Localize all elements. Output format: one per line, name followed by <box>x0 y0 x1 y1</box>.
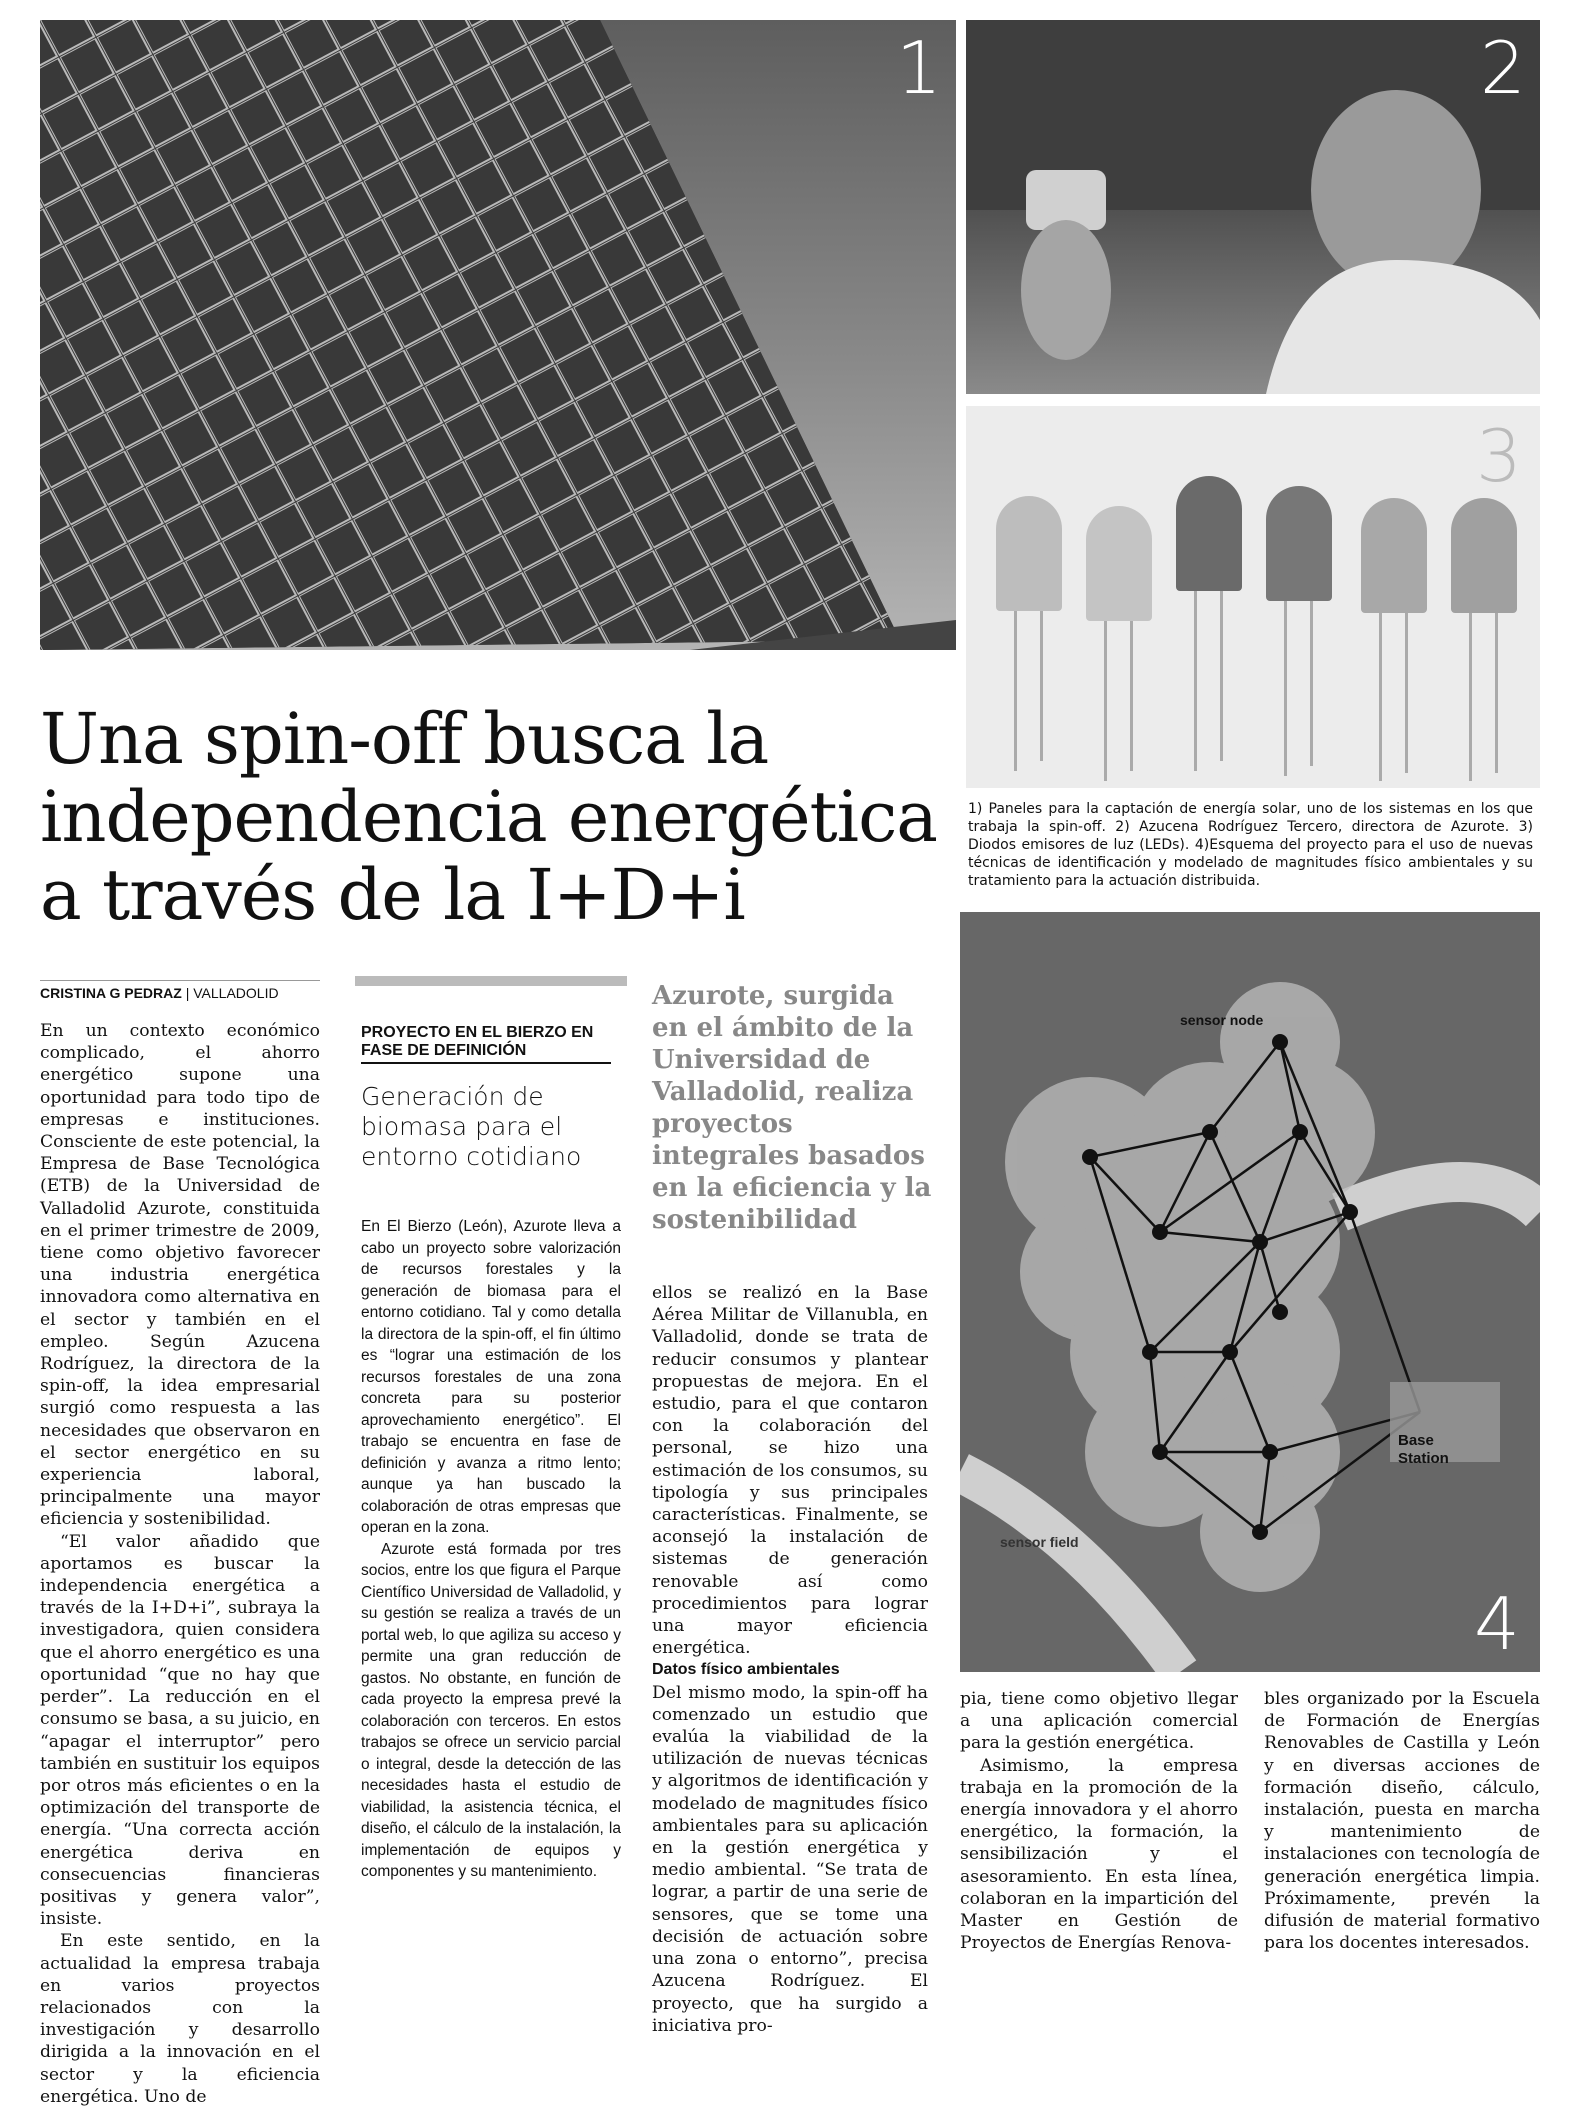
leds-photo <box>966 406 1540 788</box>
col3-paragraph-2: Del mismo modo, la spin-off ha comenzado un estudio que evalúa la viabilidad de la utilización de nuevas técnicas y algoritmos de identificación y modelado de magnitudes físico ambientales para su aplicación en la gestión energética y medio ambiental. “Se trata de lograr, a partir de una serie de sensores, que se tome una decisión de actuación sobre una zona o entorno”, precisa Azucena Rodríguez. El proyecto, que ha surgido a iniciativa pro- <box>652 1682 928 2036</box>
col4-paragraph-2: Asimismo, la empresa trabaja en la promoción de la energía innovadora y el ahorro energético, la formación, la sensibilización y el asesoramiento. En esta línea, colaboran en la impartición del Master en Gestión de Proyectos de Energías Renova- <box>960 1755 1238 1954</box>
byline-author: CRISTINA G PEDRAZ <box>40 985 182 1001</box>
solar-panels-photo <box>40 20 956 650</box>
photo-2-number: 2 <box>1480 26 1526 110</box>
box-top-bar <box>355 976 627 986</box>
box-paragraph-1: En El Bierzo (León), Azurote lleva a cabo un proyecto sobre valorización de recursos forestales y la generación de biomasa para el entorno cotidiano. Tal y como detalla la directora de la spin-off, el fin último es “lograr una estimación de los recursos forestales de una zona concreta para su posterior aprovechamiento energético”. El trabajo se encuentra en fase de definición y avanza a ritmo lento; aunque ya han buscado la colaboración de otras empresas que operan en la zona. <box>361 1218 621 1536</box>
column-4 <box>960 1688 1238 1954</box>
col4-paragraph-1: pia, tiene como objetivo llegar a una aplicación comercial para la gestión energética. <box>960 1689 1238 1754</box>
photo-3-number: 3 <box>1476 414 1522 498</box>
column-1 <box>40 1020 320 2108</box>
led-3 <box>1176 476 1242 788</box>
photo-caption: 1) Paneles para la captación de energía solar, uno de los sistemas en los que trabaja la spin-off. 2) Azucena Rodríguez Tercero, directora de Azurote. 3) Diodos emisores de luz (LEDs). 4)Esquema del proyecto para el uso de nuevas técnicas de identificación y modelado de magnitudes físico ambientales y su tratamiento para la actuación distribuida. <box>968 801 1533 889</box>
director-portrait-photo <box>966 20 1540 394</box>
column-5 <box>1264 1688 1540 1954</box>
col5-paragraph-1: bles organizado por la Escuela de Formación de Energías Renovables de Castilla y León y en diversas acciones de formación diseño, cálculo, instalación, puesta en marcha y mantenimiento de instalaciones con tecnología de generación energética limpia. Próximamente, prevén la difusión de material formativo para los docentes interesados. <box>1264 1689 1540 1954</box>
pull-quote: Azurote, surgida en el ámbito de la Universidad de Valladolid, realiza proyectos integrales basados en la eficiencia y la sostenibilidad <box>652 981 932 1235</box>
box-title: Generación de biomasa para el entorno cotidiano <box>361 1082 582 1171</box>
byline-location: VALLADOLID <box>193 985 279 1001</box>
sensor-network-photo <box>960 912 1540 1672</box>
base-station-label: Base Station <box>1398 1432 1449 1467</box>
photo-4-number: 4 <box>1474 1582 1520 1666</box>
col1-paragraph-3: En este sentido, en la actualidad la empresa trabaja en varios proyectos relacionados con la investigación y desarrollo dirigida a la innovación en el sector y la eficiencia energética. Uno de <box>40 1931 320 2107</box>
byline: CRISTINA G PEDRAZ | VALLADOLID <box>40 980 320 1001</box>
sensor-node-label: sensor node <box>1180 1012 1264 1028</box>
portrait-illustration <box>966 20 1540 394</box>
led-5 <box>1361 498 1427 788</box>
box-paragraph-2: Azurote está formada por tres socios, entre los que figura el Parque Científico Universidad de Valladolid, y su gestión se realiza a través de un portal web, lo que agiliza su acceso y permite una gran reducción de gastos. No obstante, en función de cada proyecto la empresa prevé la colaboración con terceros. En estos trabajos se ofrece un servicio parcial o integral, desde la detección de las necesidades hasta el estudio de viabilidad, la asistencia técnica, el diseño, el cálculo de la instalación, la implementación de equipos y componentes y su mantenimiento. <box>361 1540 621 1880</box>
photo-1-number: 1 <box>896 26 942 110</box>
headline: Una spin-off busca la independencia energética a través de la I+D+i <box>40 698 938 936</box>
col3-subhead: Datos físico ambientales <box>652 1661 840 1679</box>
solar-panels-illustration <box>40 20 956 650</box>
sensor-field-label: sensor field <box>1000 1534 1079 1550</box>
box-kicker: PROYECTO EN EL BIERZO EN FASE DE DEFINICIÓN <box>361 1024 611 1064</box>
led-4 <box>1266 486 1332 788</box>
led-6 <box>1451 498 1517 788</box>
col3-paragraph-1: ellos se realizó en la Base Aérea Militar de Villanubla, en Valladolid, donde se trata de reducir consumos y plantear propuestas de mejora. En el estudio, para el que contaron con la colaboración del personal, se hizo una estimación de los consumos, su tipología y sus principales características. Finalmente, se aconsejó la instalación de sistemas de generación renovable así como procedimientos para lograr una mayor eficiencia energética. <box>652 1283 928 1659</box>
led-1 <box>996 496 1062 788</box>
column-3 <box>652 1282 928 2037</box>
col1-paragraph-1: En un contexto económico complicado, el ahorro energético supone una oportunidad para todo tipo de empresas e instituciones. Consciente de este potencial, la Empresa de Base Tecnológica (ETB) de la Universidad de Valladolid Azurote, constituida en el primer trimestre de 2009, tiene como objetivo favorecer una industria energética innovadora como alternativa en el sector y también en el empleo. Según Azucena Rodríguez, la directora de la spin-off, la idea empresarial surgió como respuesta a las necesidades que observaron en el sector energético en su experiencia laboral, principalmente una mayor eficiencia y sostenibilidad. <box>40 1021 320 1530</box>
led-2 <box>1086 506 1152 788</box>
box-body <box>361 1216 621 1883</box>
col1-paragraph-2: “El valor añadido que aportamos es buscar la independencia energética a través de la I+D+i”, subraya la investigadora, quien considera que el ahorro energético es una oportunidad “que no hay que perder”. La reducción en el consumo se basa, a su juicio, en “apagar el interruptor” pero también en sustituir los equipos por otros más eficientes o en la optimización del transporte de energía. “Una correcta acción energética deriva en consecuencias financieras positivas y genera valor”, insiste. <box>40 1531 320 1930</box>
